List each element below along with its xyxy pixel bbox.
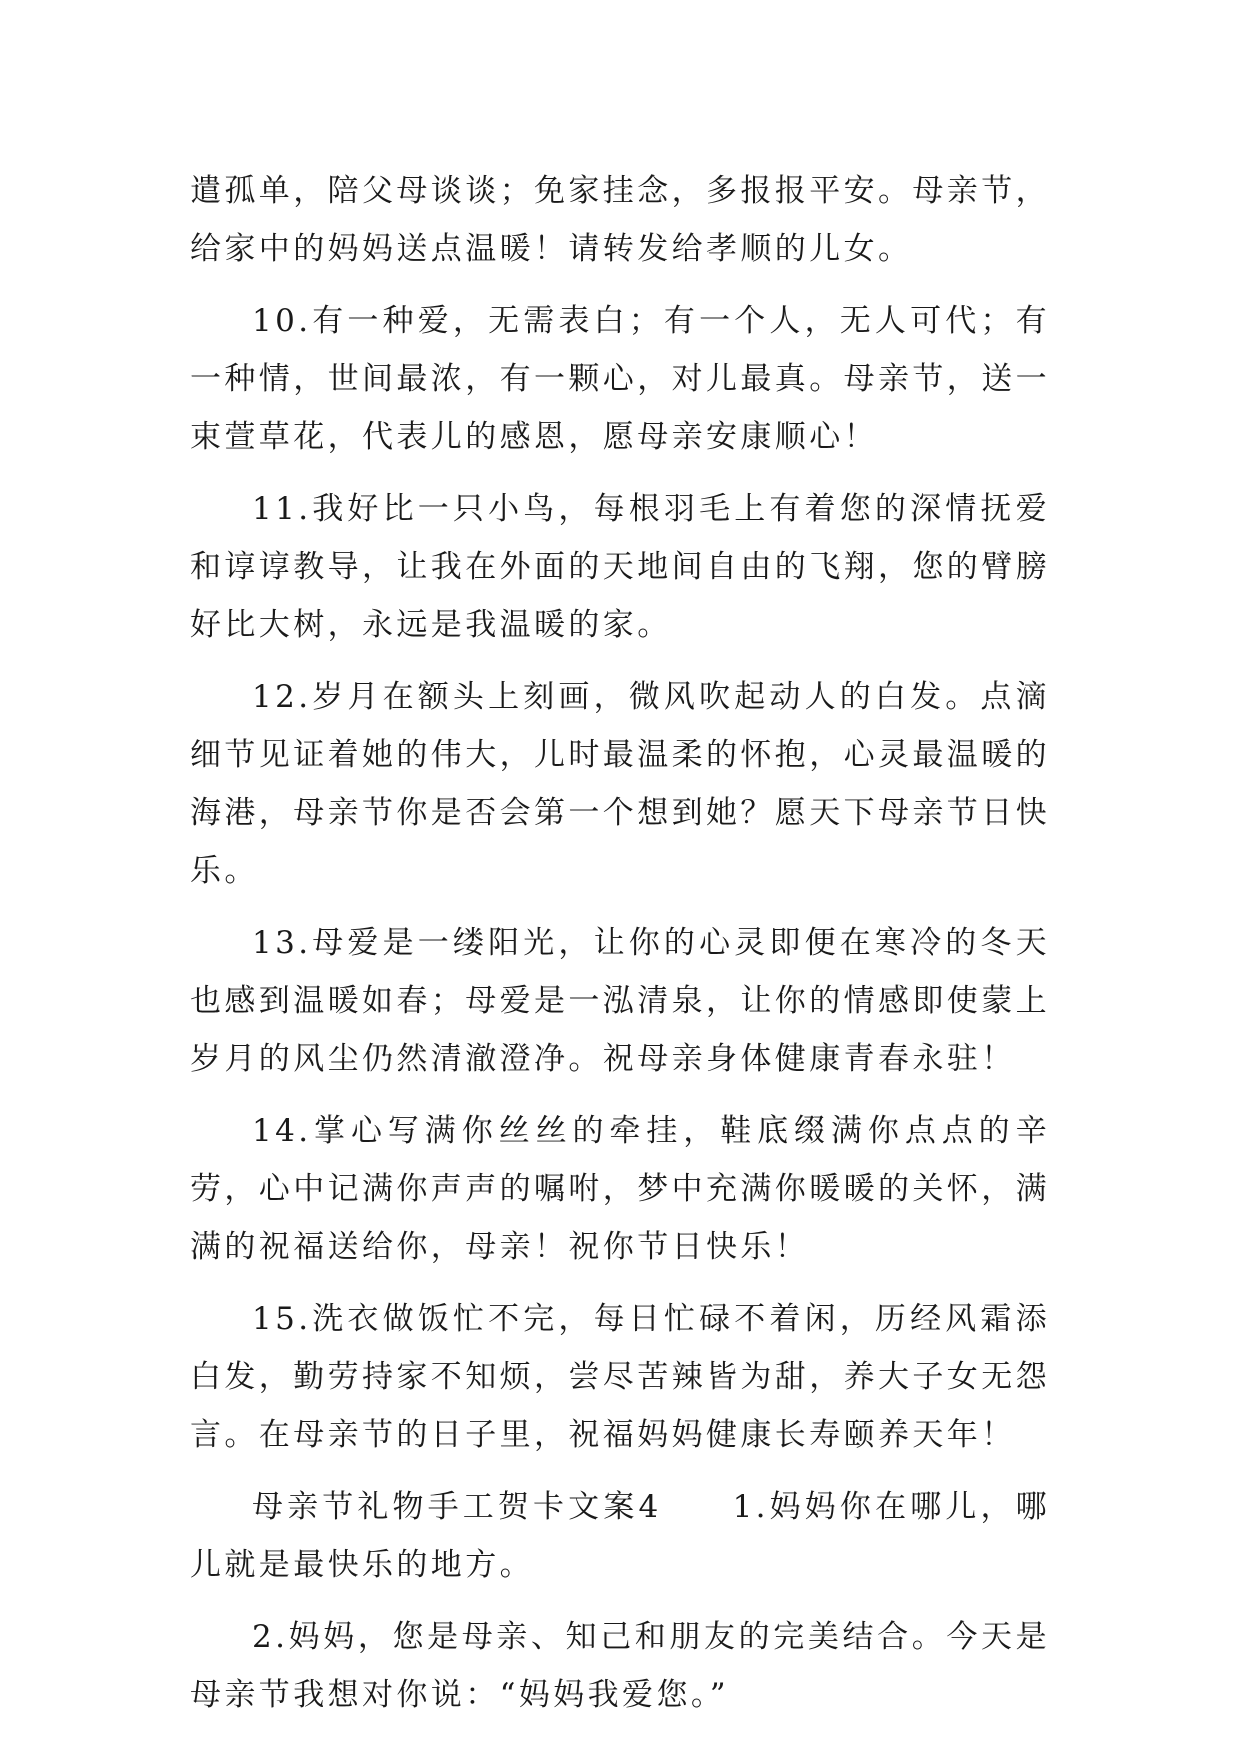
paragraph-item-2: 2.妈妈，您是母亲、知己和朋友的完美结合。今天是母亲节我想对你说：“妈妈我爱您。” <box>190 1619 1050 1713</box>
paragraph-item-15: 15.洗衣做饭忙不完，每日忙碌不着闲，历经风霜添白发，勤劳持家不知烦，尝尽苦辣皆为甜，养大子女无怨言。在母亲节的日子里，祝福妈妈健康长寿颐养天年！ <box>190 1301 1050 1453</box>
document-body <box>190 162 1050 1738</box>
paragraph-item-10: 10.有一种爱，无需表白；有一个人，无人可代；有一种情，世间最浓，有一颗心，对儿最真。母亲节，送一束萱草花，代表儿的感恩，愿母亲安康顺心！ <box>190 303 1050 455</box>
paragraph-item-13: 13.母爱是一缕阳光，让你的心灵即便在寒冷的冬天也感到温暖如春；母爱是一泓清泉，让你的情感即使蒙上岁月的风尘仍然清澈澄净。祝母亲身体健康青春永驻！ <box>190 925 1050 1077</box>
paragraph-item-12: 12.岁月在额头上刻画，微风吹起动人的白发。点滴细节见证着她的伟大，儿时最温柔的怀抱，心灵最温暖的海港，母亲节你是否会第一个想到她？愿天下母亲节日快乐。 <box>190 679 1050 889</box>
paragraph-item-11: 11.我好比一只小鸟，每根羽毛上有着您的深情抚爱和谆谆教导，让我在外面的天地间自由的飞翔，您的臂膀好比大树，永远是我温暖的家。 <box>190 491 1050 643</box>
paragraph-continuation: 遣孤单，陪父母谈谈；免家挂念，多报报平安。母亲节，给家中的妈妈送点温暖！请转发给孝顺的儿女。 <box>190 173 1050 267</box>
section-heading-paragraph: 母亲节礼物手工贺卡文案4 1.妈妈你在哪儿，哪儿就是最快乐的地方。 <box>190 1489 1050 1583</box>
paragraph-item-14: 14.掌心写满你丝丝的牵挂，鞋底缀满你点点的辛劳，心中记满你声声的嘱咐，梦中充满你暖暖的关怀，满满的祝福送给你，母亲！祝你节日快乐！ <box>190 1113 1050 1265</box>
